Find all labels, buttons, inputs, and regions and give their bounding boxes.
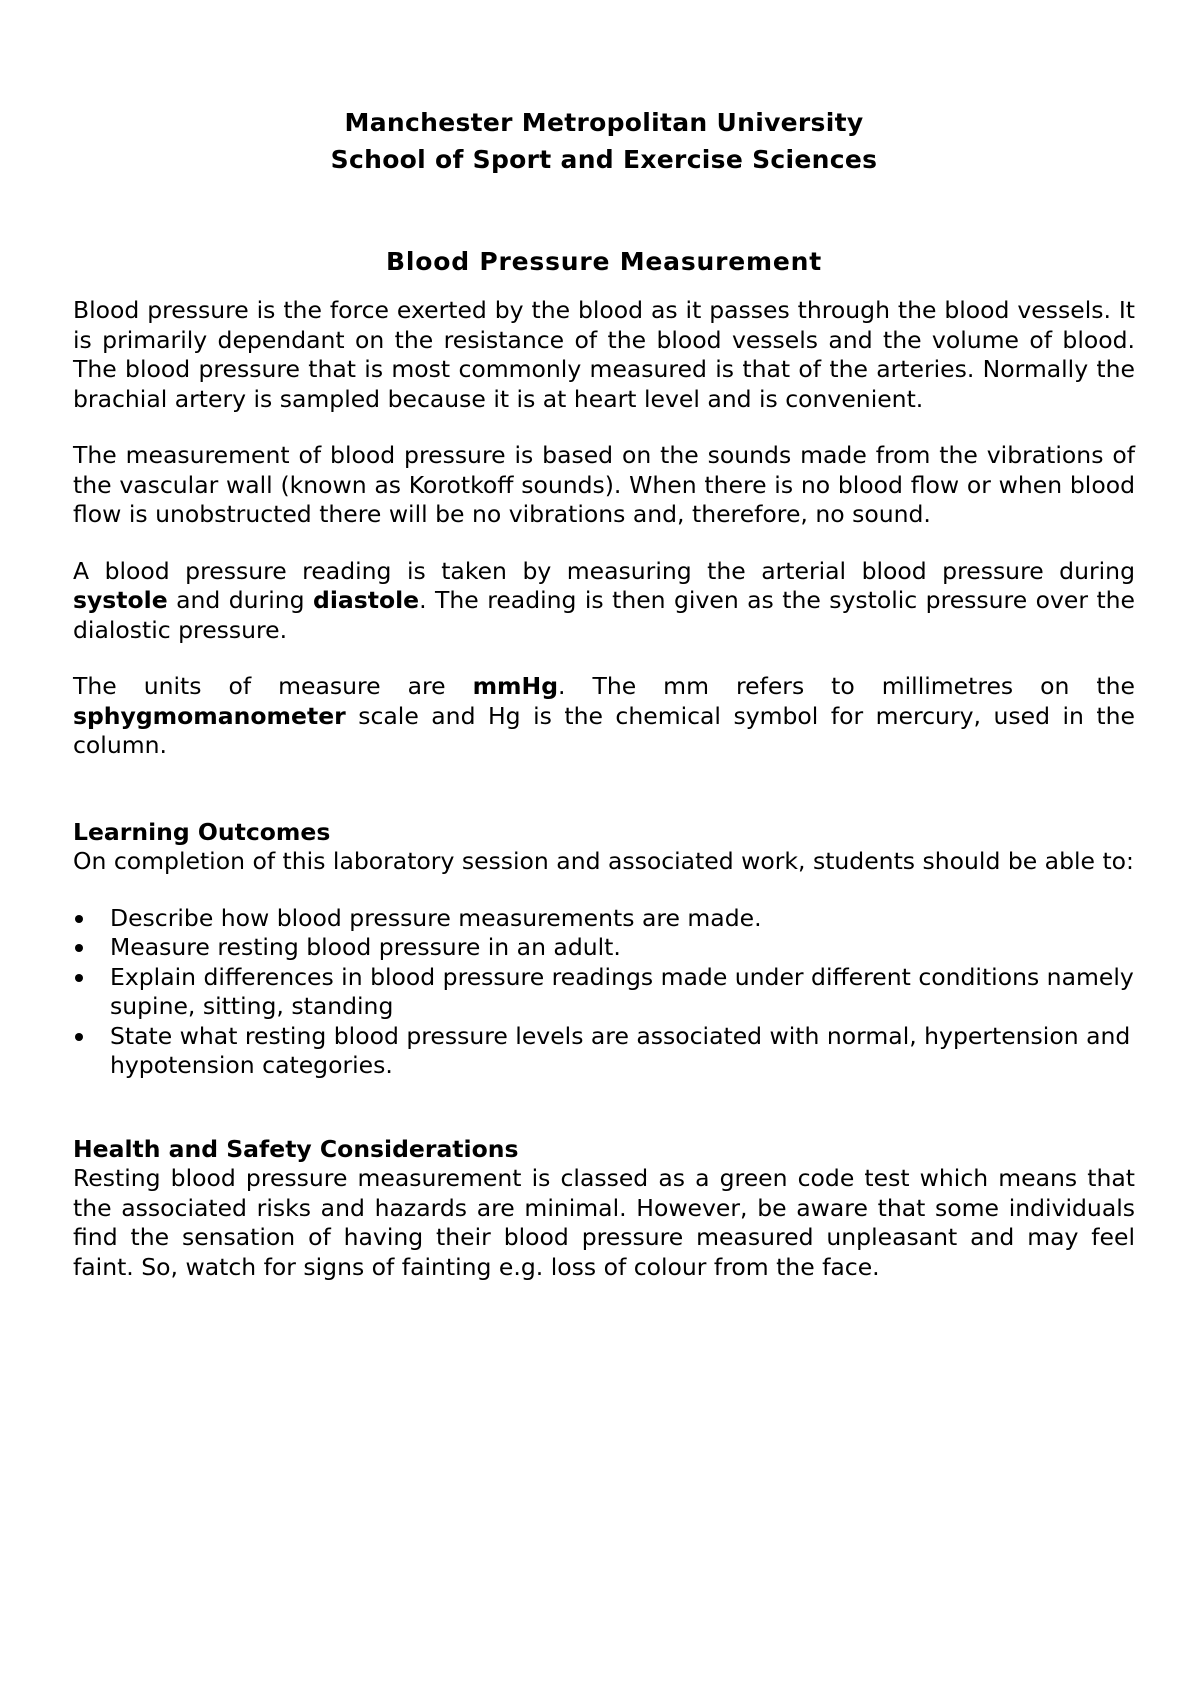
paragraph-4-text-3: scale and Hg is the chemical symbol for mercury, used in the column. [73, 701, 1135, 759]
paragraph-4-text-2: . The mm refers to millimetres on the [558, 672, 1135, 700]
learning-outcomes-heading: Learning Outcomes [73, 817, 331, 846]
term-sphygmomanometer: sphygmomanometer [73, 701, 346, 730]
learning-outcomes-intro: On completion of this laboratory session and associated work, students should be able to: [73, 847, 1134, 875]
page-title: Blood Pressure Measurement [386, 247, 822, 276]
paragraph-4-text-1: The units of measure are [73, 672, 473, 700]
list-item-text: State what resting blood pressure levels are associated with normal, hypertension and hypotension categories. [110, 1021, 1131, 1079]
document-header [73, 104, 1135, 178]
document-content [73, 104, 1135, 1282]
list-item-text: Describe how blood pressure measurements are made. [110, 903, 762, 932]
paragraph-3-text-2: and during [167, 586, 314, 614]
intro-paragraph-4 [73, 672, 1135, 761]
list-item [73, 963, 1135, 1022]
paragraph-3-text-3: . The reading is then given as the systolic pressure over the dialostic pressure. [73, 586, 1136, 644]
term-systole: systole [73, 586, 168, 614]
university-name: Manchester Metropolitan University [344, 108, 864, 137]
list-item [73, 904, 1135, 934]
learning-outcomes-list [73, 904, 1135, 1081]
school-name: School of Sport and Exercise Sciences [330, 145, 878, 174]
list-item [73, 933, 1135, 963]
health-safety-heading: Health and Safety Considerations [73, 1134, 519, 1163]
list-item-text: Measure resting blood pressure in an adult. [110, 933, 621, 961]
health-safety-text: Resting blood pressure measurement is classed as a green code test which means that the associated risks and hazards are minimal. However, be aware that some individuals find the sensation of having their blood pressure measured unpleasant and may feel faint. So, watch for signs of fainting e.g. loss of colour from the face. [73, 1164, 1135, 1281]
intro-paragraph-3 [73, 557, 1135, 646]
intro-paragraph-2: The measurement of blood pressure is based on the sounds made from the vibrations of the vascular wall (known as Korotkoff sounds). When there is no blood flow or when blood flow is unobstructed there will be no vibrations and, therefore, no sound. [73, 441, 1135, 528]
term-diastole: diastole [313, 586, 420, 614]
list-item [73, 1022, 1135, 1081]
intro-paragraph-1: Blood pressure is the force exerted by the blood as it passes through the blood vessels. It is primarily dependant on the resistance of the blood vessels and the volume of blood. The blood pressure that is most commonly measured is that of the arteries. Normally the brachial artery is sampled because it is at heart level and is convenient. [73, 296, 1135, 413]
paragraph-3-text-1: A blood pressure reading is taken by measuring the arterial blood pressure during [73, 556, 1135, 585]
term-mmhg: mmHg [472, 672, 559, 700]
list-item-text: Explain differences in blood pressure readings made under different conditions namely supine, sitting, standing [110, 962, 1134, 1020]
